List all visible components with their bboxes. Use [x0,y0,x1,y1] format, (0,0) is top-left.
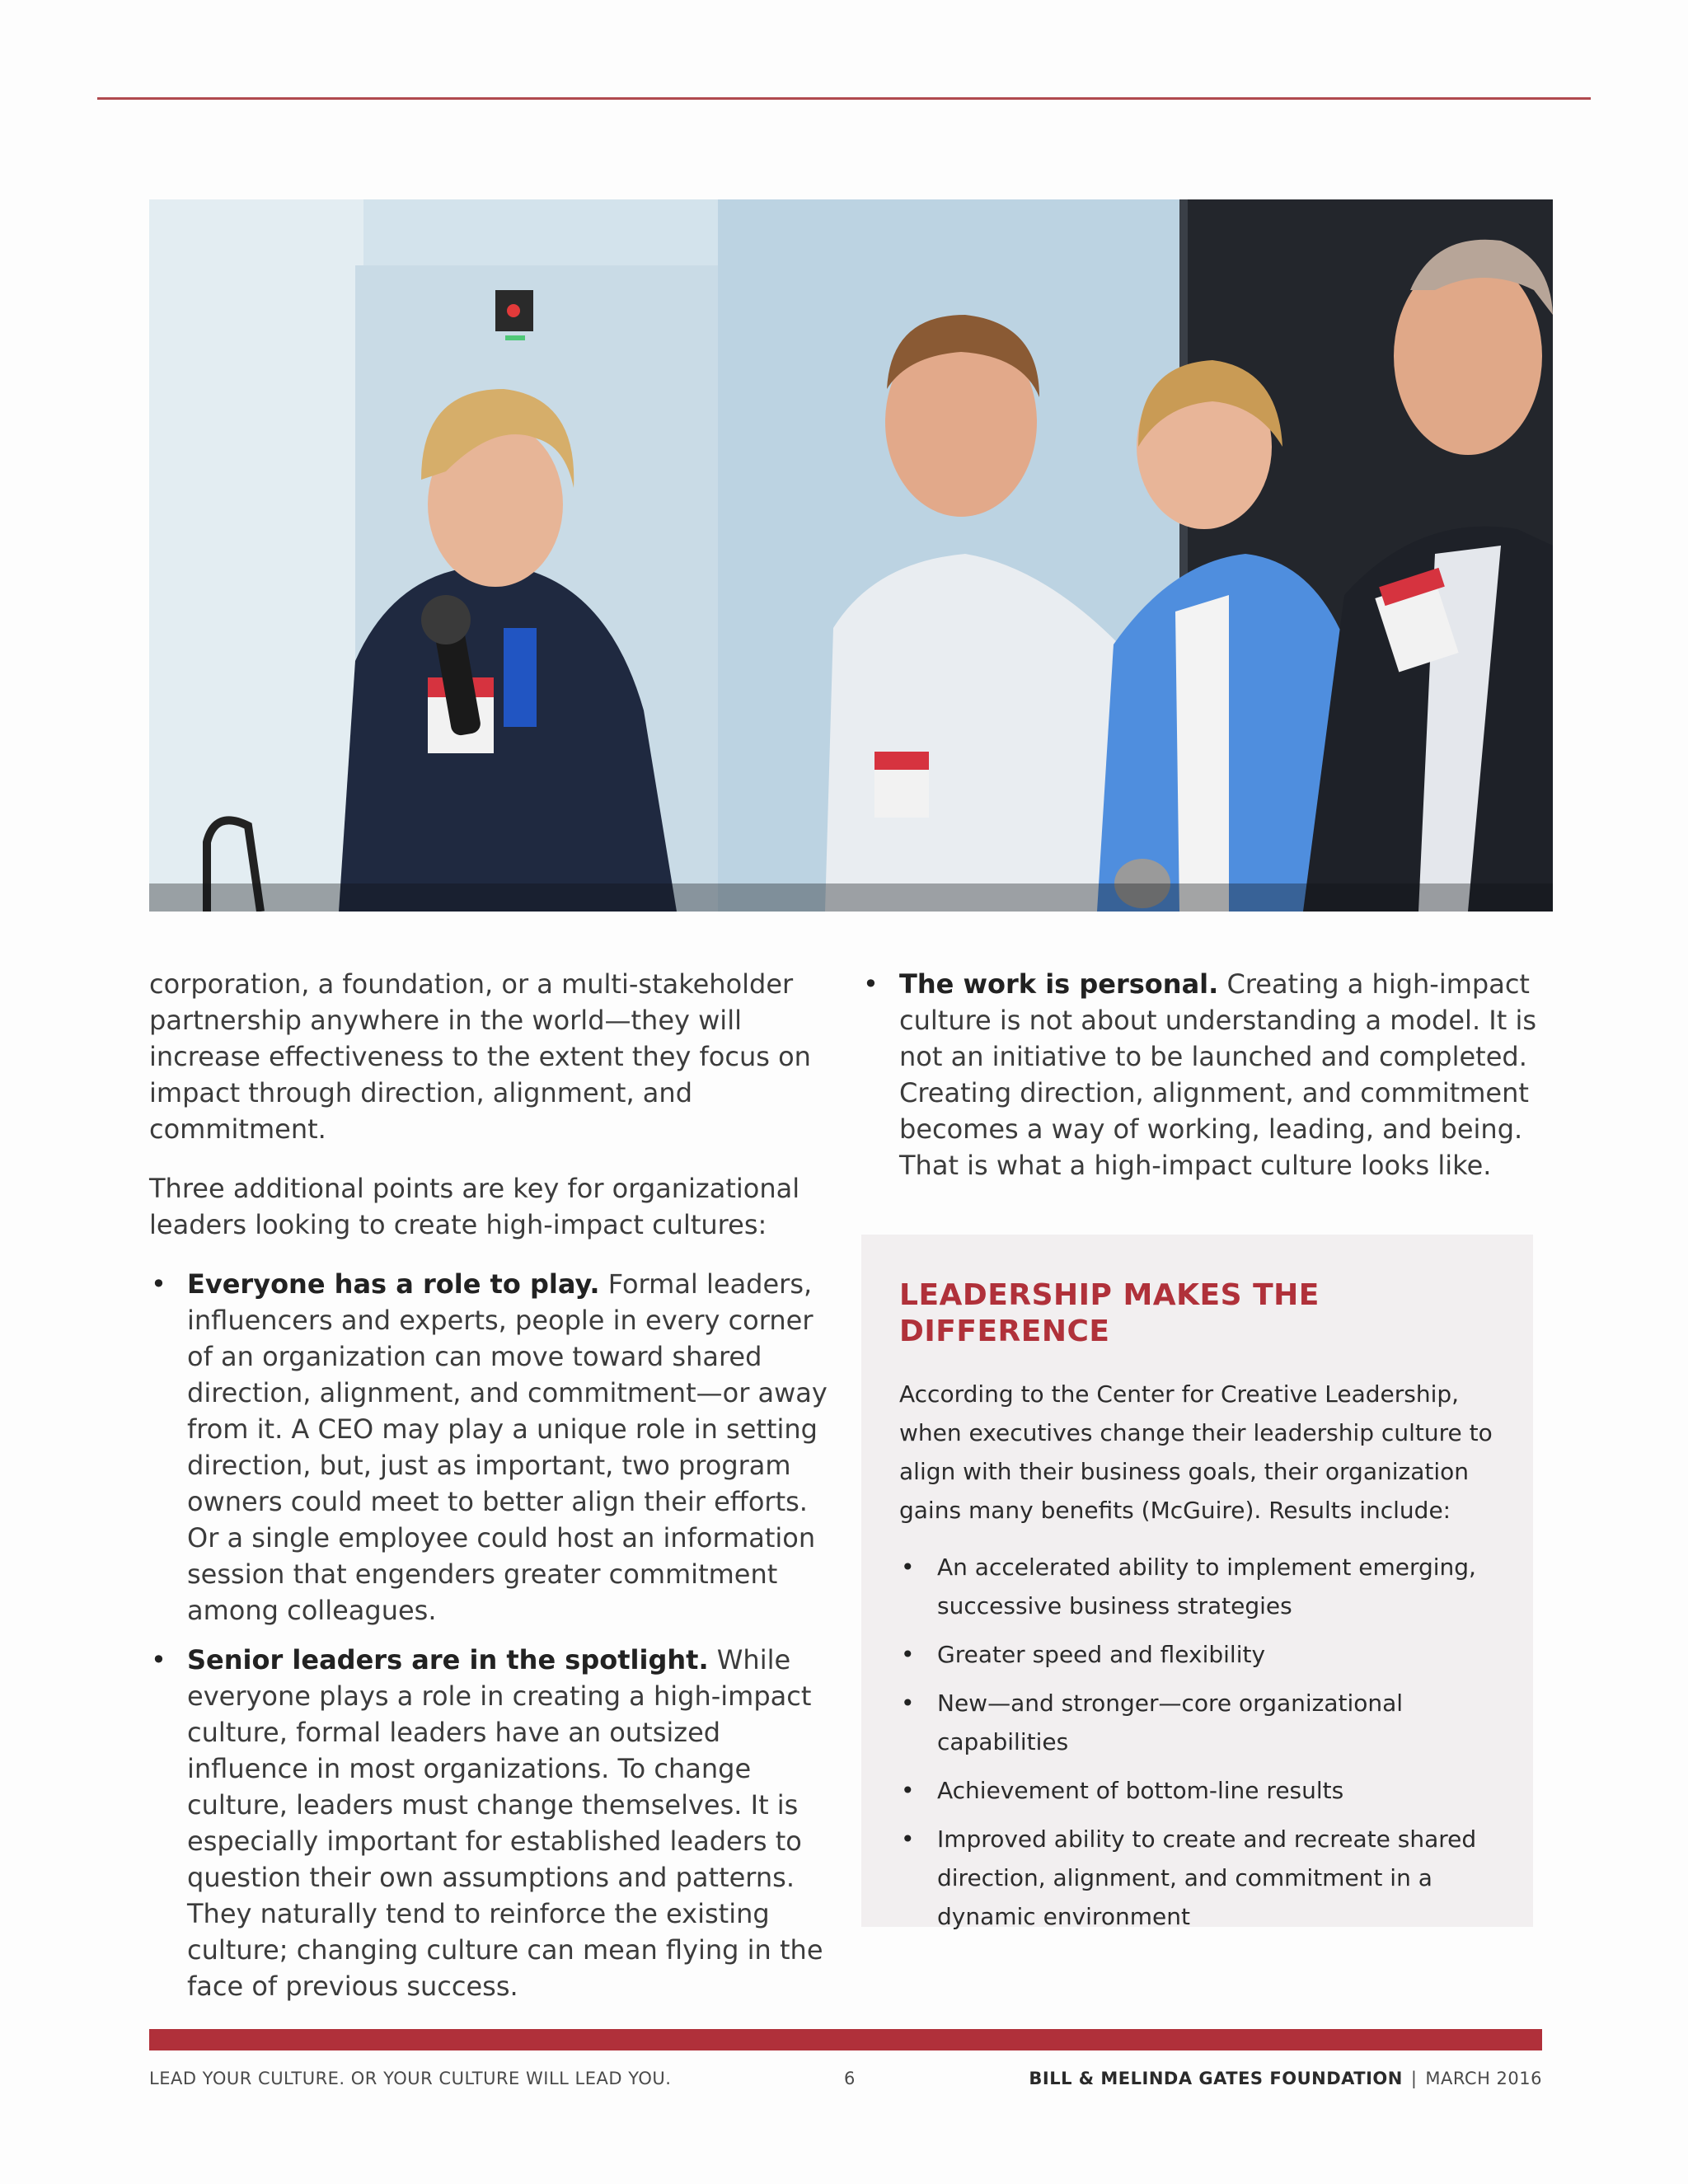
leadership-sidebar [861,1235,1533,1930]
key-points-paragraph: Three additional points are key for organizational leaders looking to create high-impact cultures: [149,1173,800,1240]
footer-org: BILL & MELINDA GATES FOUNDATION [1029,2069,1403,2088]
list-item [861,966,1554,1183]
footer-separator: | [1410,2069,1418,2088]
right-column [861,966,1554,1197]
list-item: • New—and stronger—core organizational capabilities [899,1684,1497,1761]
bullet-text: Formal leaders, influencers and experts, people in every corner of an organization can move toward shared direction, alignment, and commitment—or away from it. A CEO may play a unique role in setting direction, but, just as important, two program owners could meet to better align their efforts. Or a single employee could host an information session that engenders greater commitment among colleagues. [187,1268,828,1626]
footer-org-date [1029,2069,1542,2088]
bullet-text: While everyone plays a role in creating a high-impact culture, formal leaders have an outsized influence in most organizations. To change culture, leaders must change themselves. It is especially important for established leaders to question their own assumptions and patterns. They naturally tend to reinforce the existing culture; changing culture can mean flying in the face of previous success. [187,1644,823,2002]
bullet-lead: Everyone has a role to play. [187,1268,600,1300]
footer-bar [149,2029,1542,2050]
list-item: • Greater speed and flexibility [899,1635,1497,1674]
list-item: • An accelerated ability to implement emerging, successive business strategies [899,1548,1497,1625]
list-item [149,1642,833,2004]
sidebar-results-list [899,1548,1497,1936]
sidebar-title: LEADERSHIP MAKES THE DIFFERENCE [899,1278,1320,1348]
left-column [149,966,833,2018]
page-footer [149,2069,1542,2095]
top-rule [97,97,1591,100]
footer-tagline: LEAD YOUR CULTURE. OR YOUR CULTURE WILL LEAD YOU. [149,2069,672,2088]
list-item: • Achievement of bottom-line results [899,1771,1497,1810]
panel-discussion-photo-icon [149,199,1553,912]
list-item [149,1266,833,1629]
list-item: • Improved ability to create and recreate shared direction, alignment, and commitment in a dynamic environment [899,1820,1497,1936]
key-points-list [149,1266,833,2004]
intro-paragraph: corporation, a foundation, or a multi-stakeholder partnership anywhere in the world—they will increase effectiveness to the extent they focus on impact through direction, alignment, and commitment. [149,968,811,1145]
sidebar-intro: According to the Center for Creative Leadership, when executives change their leadership culture to align with their business goals, their organization gains many benefits (McGuire). Results include: [899,1380,1493,1524]
page-number: 6 [844,2069,856,2088]
footer-date: MARCH 2016 [1425,2069,1542,2088]
panel-discussion-photo [149,199,1553,912]
right-points-list [861,966,1554,1183]
bullet-lead: The work is personal. [899,968,1219,1000]
bullet-text: Creating a high-impact culture is not about understanding a model. It is not an initiative to be launched and completed. Creating direction, alignment, and commitment becomes a way of working, leading, and being. That is what a high-impact culture looks like. [899,968,1536,1181]
bullet-lead: Senior leaders are in the spotlight. [187,1644,709,1675]
